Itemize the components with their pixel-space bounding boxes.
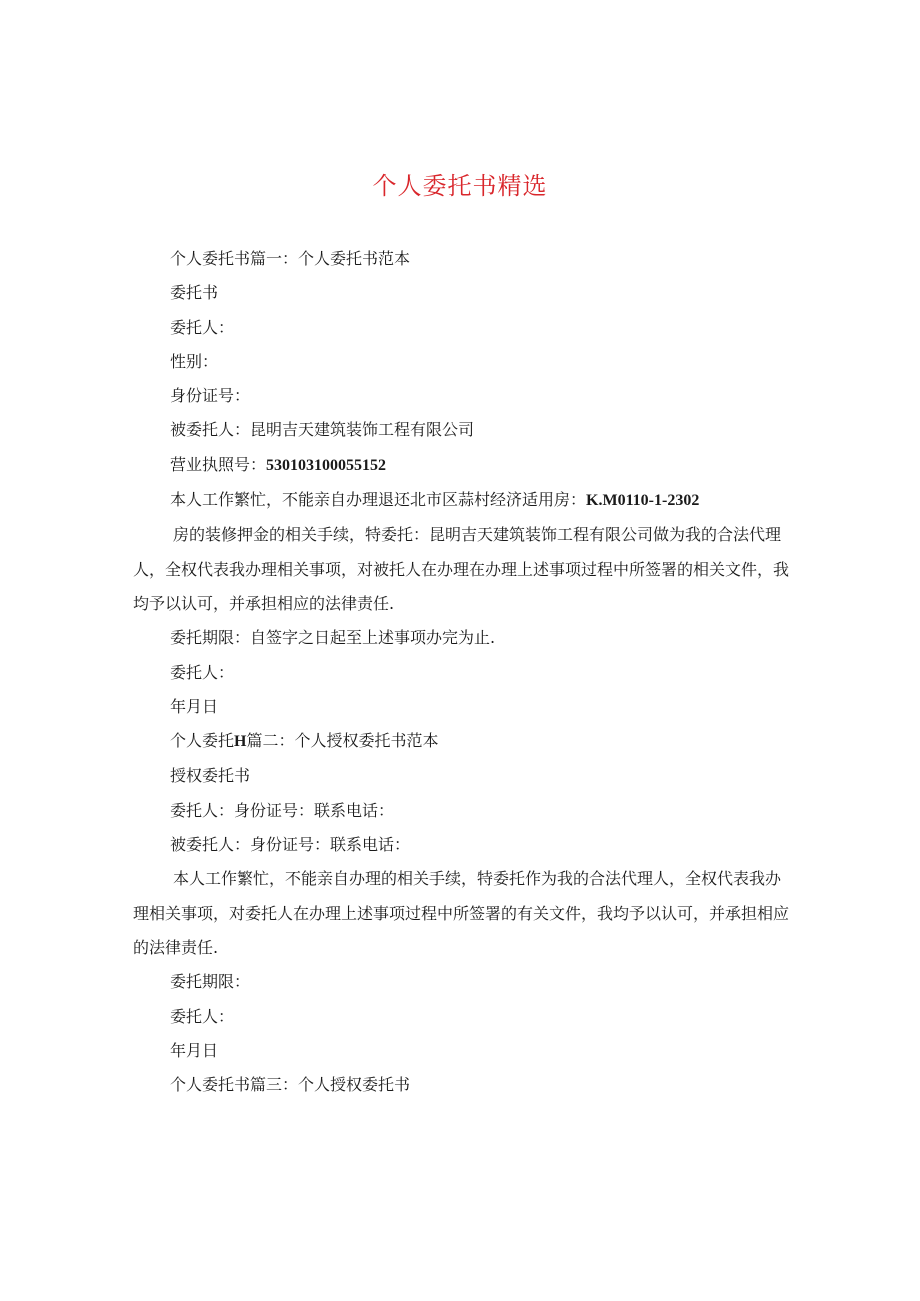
section-2-heading-b: H (234, 733, 247, 751)
section-1-id-label: 身份证号： (170, 386, 251, 406)
section-1-date: 年月日 (170, 696, 219, 716)
section-1-body-paragraph: 房的装修押金的相关手续，特委托：昆明吉天建筑装饰工程有限公司做为我的合法代理人，全权代表我办理相关事项，对被托人在办理在办理上述事项过程中所签署的相关文件，我均予以认可，并承担相应的法律责任. (133, 525, 790, 613)
section-1-signature: 委托人： (170, 662, 235, 682)
section-1-license (133, 448, 793, 483)
section-2-heading (133, 724, 793, 759)
section-1-agent: 被委托人：昆明吉天建筑装饰工程有限公司 (170, 420, 475, 440)
document-body (133, 242, 793, 1102)
section-1-body-first-line (133, 483, 793, 518)
section-2-heading-a: 个人委托 (170, 731, 235, 751)
section-2-agent: 被委托人：身份证号：联系电话： (170, 835, 411, 855)
section-2-doc-title: 授权委托书 (170, 766, 251, 786)
section-2-client: 委托人：身份证号：联系电话： (170, 800, 395, 820)
section-1-term: 委托期限：自签字之日起至上述事项办完为止. (170, 628, 496, 648)
section-2-term: 委托期限： (170, 972, 251, 992)
license-number: 530103100055152 (266, 456, 387, 474)
house-code: K.M0110-1-2302 (586, 492, 700, 510)
section-1-doc-title: 委托书 (170, 283, 219, 303)
section-1-client-label: 委托人： (170, 317, 235, 337)
section-2-body-paragraph: 本人工作繁忙，不能亲自办理的相关手续，特委托作为我的合法代理人，全权代表我办理相关事项，对委托人在办理上述事项过程中所签署的有关文件，我均予以认可，并承担相应的法律责任. (133, 869, 790, 957)
license-label: 营业执照号： (170, 454, 267, 474)
section-3-heading: 个人委托书篇三：个人授权委托书 (170, 1075, 411, 1095)
section-1-gender-label: 性别： (170, 351, 219, 371)
page-title: 个人委托书精选 (372, 172, 548, 200)
section-2-heading-c: 篇二：个人授权委托书范本 (246, 731, 439, 751)
section-2-date: 年月日 (170, 1040, 219, 1060)
section-1-heading: 个人委托书篇一：个人委托书范本 (170, 249, 411, 268)
body-prefix: 本人工作繁忙，不能亲自办理退还北市区蒜村经济适用房： (170, 490, 587, 510)
section-2-signature: 委托人： (170, 1006, 235, 1026)
